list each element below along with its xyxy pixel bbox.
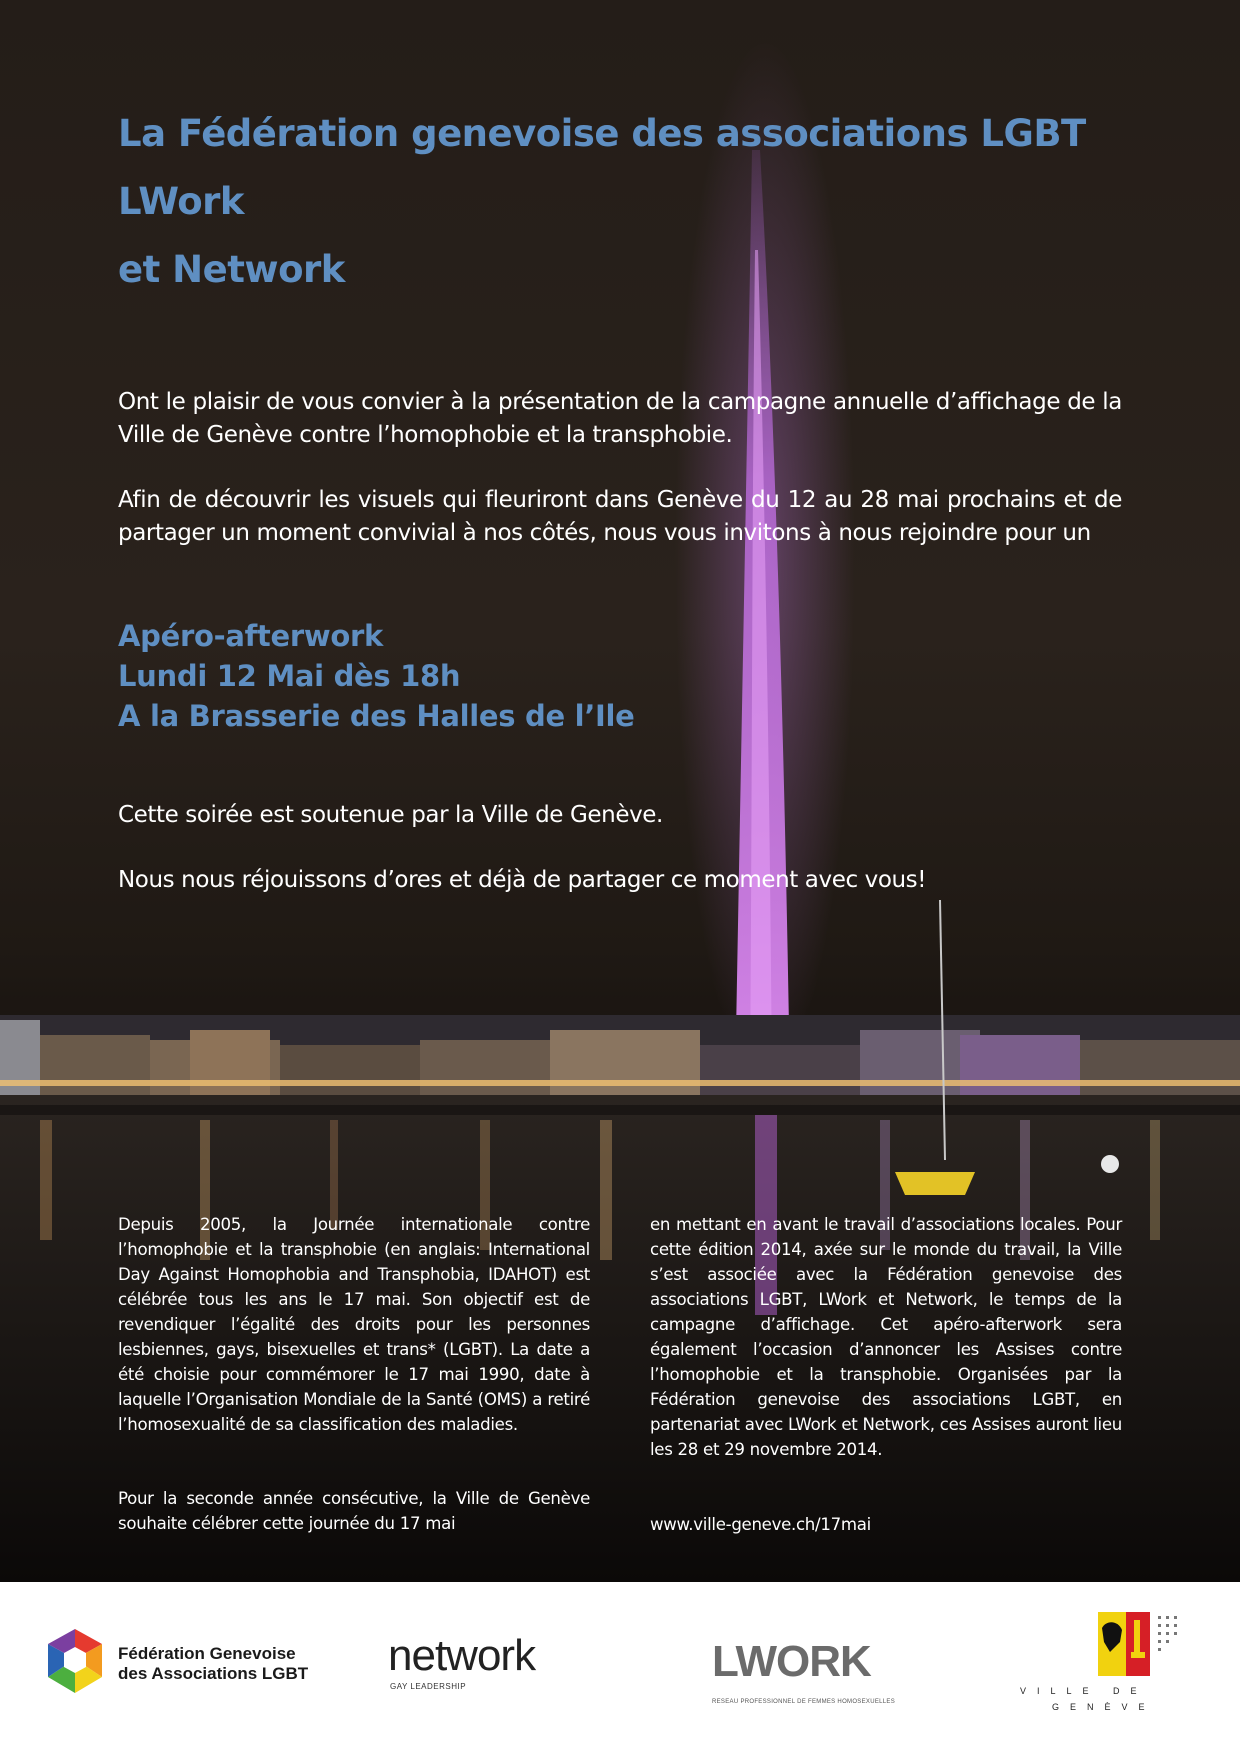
federation-line-2: des Associations LGBT [118,1664,309,1683]
event-place: A la Brasserie des Halles de l’Ile [118,699,635,733]
reflection [600,1120,612,1260]
info-left-paragraph-1: Depuis 2005, la Journée internationale contre l’homophobie et la transphobie (en anglais: International Day Against Homophobia and Transphobia, IDAHOT) est célébrée tous les ans le 17 mai. Son objectif est de revendiquer l’égalité des droits pour les personnes lesbiennes, gays, bisexuelles et trans* (LGBT). La date a été choisie pour commémorer le 17 mai 1990, date à laquelle l’Organisation Mondiale de la Santé (OMS) a retiré l’homosexualité de sa classification des maladies. [118,1215,590,1434]
shore-lights [0,1080,1240,1086]
info-right-paragraph-1: en mettant en avant le travail d’associations locales. Pour cette édition 2014, axée sur le monde du travail, la Ville s’est associée avec la Fédération genevoise des associations LGBT, LWork et Network, le temps de la campagne d’affichage. Cet apéro-afterwork sera également l’occasion d’annoncer les Assises contre l’homophobie et la transphobie. Organisées par la Fédération genevoise des associations LGBT, en partenariat avec LWork et Network, ces Assises auront lieu les 28 et 29 novembre 2014. [650,1215,1122,1459]
buoy [1101,1155,1119,1173]
federation-hexagon-logo [44,1627,106,1697]
info-url: www.ville-geneve.ch/17mai [650,1515,871,1534]
pier [0,1105,1240,1115]
federation-line-1: Fédération Genevoise [118,1644,296,1663]
geneva-coat-of-arms-icon [1098,1612,1198,1680]
reflection [40,1120,52,1240]
heading-federation: La Fédération genevoise des associations LGBT [118,112,1086,155]
building [420,1040,550,1095]
intro-paragraph: Ont le plaisir de vous convier à la présentation de la campagne annuelle d’affichage de la Ville de Genève contre l’homophobie et la transphobie. [118,389,1122,448]
footer-logos [0,1582,1240,1753]
city-name-line-1: VILLE DE [1020,1686,1148,1696]
lwork-logo: LWORK [712,1637,871,1686]
building [1080,1040,1240,1095]
info-left-paragraph-2: Pour la seconde année consécutive, la Ville de Genève souhaite célébrer cette journée du 17 mai [118,1489,590,1533]
lwork-tagline: RESEAU PROFESSIONNEL DE FEMMES HOMOSEXUELLES [712,1699,896,1705]
building [280,1045,420,1095]
event-name: Apéro-afterwork [118,619,383,653]
network-tagline: GAY LEADERSHIP [390,1682,467,1691]
heading-network: et Network [118,248,345,291]
event-date: Lundi 12 Mai dès 18h [118,659,461,693]
invite-paragraph: Afin de découvrir les visuels qui fleuriront dans Genève du 12 au 28 mai prochains et de partager un moment convivial à nos côtés, nous vous invitons à nous rejoindre pour un [118,487,1122,546]
reflection [1150,1120,1160,1240]
federation-name [118,1644,308,1684]
heading-lwork: LWork [118,180,244,223]
building [700,1045,860,1095]
city-name-line-2: GENÈVE [1052,1702,1156,1712]
closing-text: Nous nous réjouissons d’ores et déjà de partager ce moment avec vous! [118,867,927,893]
network-logo: network [388,1631,536,1680]
support-text: Cette soirée est soutenue par la Ville de Genève. [118,802,663,828]
boat-hull [895,1172,975,1195]
